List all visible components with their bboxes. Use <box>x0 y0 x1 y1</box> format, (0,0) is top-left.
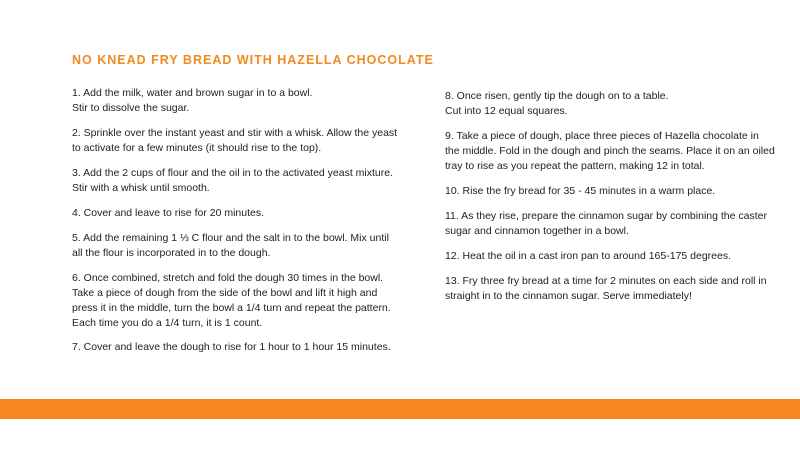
step-4: 4. Cover and leave to rise for 20 minutes. <box>72 207 265 219</box>
step-2: 2. Sprinkle over the instant yeast and stir with a whisk. Allow the yeast to activate for a few minutes (it should rise to the top). <box>72 127 398 154</box>
step-10: 10. Rise the fry bread for 35 - 45 minutes in a warm place. <box>445 185 716 197</box>
step-13: 13. Fry three fry bread at a time for 2 minutes on each side and roll in straight in to the cinnamon sugar. Serve immediately! <box>445 275 767 302</box>
recipe-title: NO KNEAD FRY BREAD WITH HAZELLA CHOCOLATE <box>72 53 434 67</box>
step-7: 7. Cover and leave the dough to rise for 1 hour to 1 hour 15 minutes. <box>72 341 391 353</box>
step-8: 8. Once risen, gently tip the dough on to a table. Cut into 12 equal squares. <box>445 90 669 117</box>
step-11: 11. As they rise, prepare the cinnamon sugar by combining the caster sugar and cinnamon together in a bowl. <box>445 210 767 237</box>
step-1: 1. Add the milk, water and brown sugar in to a bowl. Stir to dissolve the sugar. <box>72 87 313 114</box>
steps-column-right <box>445 89 775 314</box>
step-9: 9. Take a piece of dough, place three pieces of Hazella chocolate in the middle. Fold in the dough and pinch the seams. Place it on an oiled tray to rise as you repeat the pattern, making 12 in total. <box>445 130 775 172</box>
footer-accent-bar <box>0 399 800 419</box>
step-5: 5. Add the remaining 1 ⅓ C flour and the salt in to the bowl. Mix until all the flour is incorporated in to the dough. <box>72 232 389 259</box>
step-12: 12. Heat the oil in a cast iron pan to around 165-175 degrees. <box>445 250 732 262</box>
steps-column-left <box>72 86 402 365</box>
step-3: 3. Add the 2 cups of flour and the oil in to the activated yeast mixture. Stir with a whisk until smooth. <box>72 167 394 194</box>
step-6: 6. Once combined, stretch and fold the dough 30 times in the bowl. Take a piece of dough from the side of the bowl and lift it high and press it in the middle, turn the bowl a 1/4 turn and repeat the pattern. Each time you do a 1/4 turn, it is 1 count. <box>72 272 391 329</box>
